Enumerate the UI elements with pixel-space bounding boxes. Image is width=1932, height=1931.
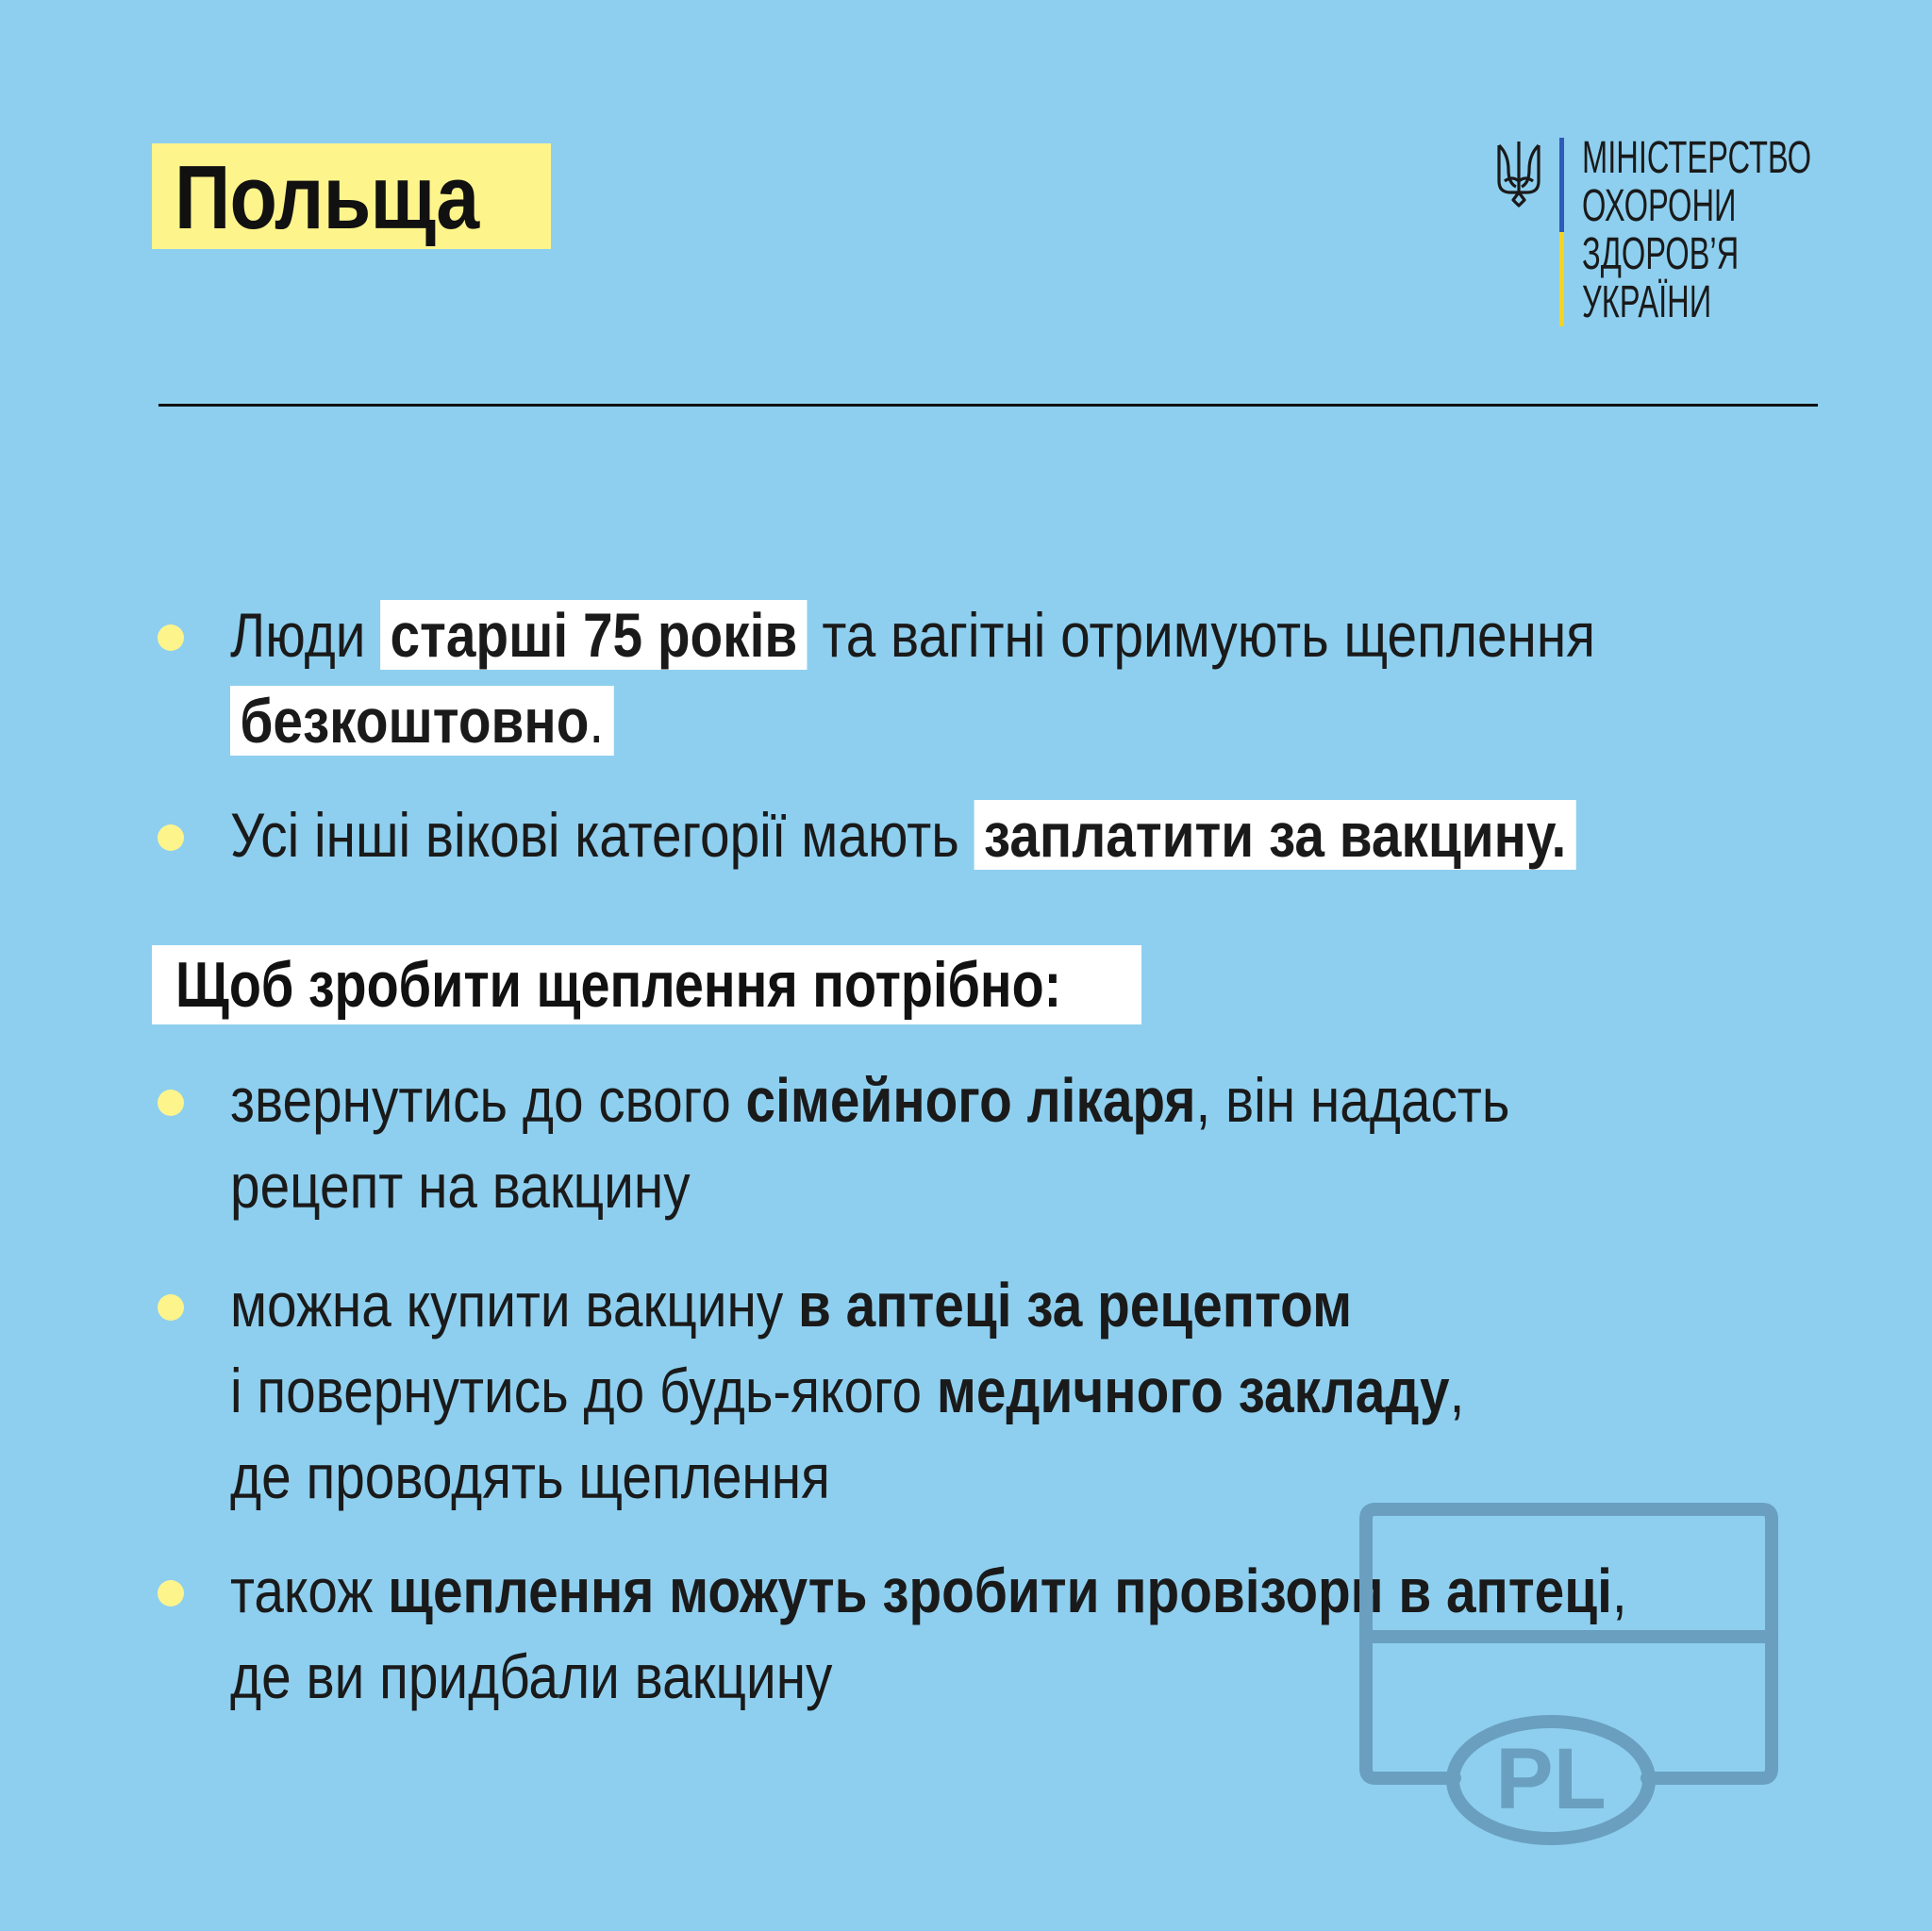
header-divider [158, 404, 1818, 407]
emphasis-text: сімейного лікаря [745, 1065, 1196, 1135]
emphasis-text: в аптеці за рецептом [798, 1270, 1353, 1340]
bullet-text [230, 792, 1795, 878]
bullet-dot [158, 1294, 184, 1321]
bullet-text [230, 1057, 1718, 1229]
section-heading-box [152, 945, 1141, 1024]
ministry-line-3: ЗДОРОВ’Я [1582, 229, 1740, 279]
bullet-text [230, 592, 1817, 764]
bullet-line [230, 678, 1595, 764]
text-highlight [380, 600, 807, 670]
bullet-line [230, 1434, 1464, 1520]
page-title: Польща [175, 147, 479, 248]
ministry-line-2: ОХОРОНИ [1582, 181, 1737, 231]
plain-text: , він надасть [1195, 1065, 1510, 1135]
plain-text: , [1611, 1556, 1627, 1625]
emphasis-text: медичного закладу [936, 1356, 1450, 1425]
title-highlight [152, 143, 551, 249]
plain-text: рецепт на вакцину [230, 1151, 691, 1221]
license-plate-icon [1357, 1495, 1781, 1854]
bullet-line [230, 1262, 1464, 1348]
ministry-line-1: МІНІСТЕРСТВО [1582, 133, 1812, 183]
text-highlight [974, 800, 1576, 870]
bullet-dot [158, 1580, 184, 1606]
plain-text: де проводять щеплення [230, 1441, 830, 1511]
punctuation: . [589, 686, 605, 756]
emphasis-text: безкоштовно [240, 686, 590, 756]
logo-blue-bar [1559, 138, 1564, 232]
section-heading: Щоб зробити щеплення потрібно: [175, 949, 1062, 1021]
bullet-dot [158, 1090, 184, 1116]
bullet-text [230, 1262, 1665, 1520]
plain-text: можна купити вакцину [230, 1270, 798, 1340]
plain-text: звернутись до свого [230, 1065, 746, 1135]
plain-text: також [230, 1556, 389, 1625]
emphasis-text: старші 75 років [390, 600, 798, 670]
bullet-dot [158, 624, 184, 651]
emphasis-text: щеплення можуть зробити провізори в аптеці [388, 1556, 1612, 1625]
logo-yellow-bar [1559, 232, 1564, 326]
trident-icon [1495, 138, 1542, 209]
ministry-line-4: УКРАЇНИ [1582, 277, 1712, 327]
bullet-line [230, 1057, 1509, 1143]
bullet-line [230, 592, 1595, 678]
plain-text: Усі інші вікові категорії мають [230, 800, 974, 870]
bullet-line [230, 1348, 1464, 1434]
plain-text: де ви придбали вакцину [230, 1641, 833, 1711]
text-highlight [230, 686, 613, 756]
emphasis-text: заплатити за вакцину. [983, 800, 1567, 870]
plain-text: , [1449, 1356, 1465, 1425]
bullet-line [230, 792, 1576, 878]
plain-text: та вагітні отримують щеплення [807, 600, 1595, 670]
bullet-line [230, 1143, 1509, 1229]
plate-label: PL [1495, 1731, 1607, 1827]
ministry-name [1582, 134, 1884, 326]
plain-text: і повернутись до будь-якого [230, 1356, 937, 1425]
bullet-dot [158, 824, 184, 851]
plain-text: Люди [230, 600, 381, 670]
